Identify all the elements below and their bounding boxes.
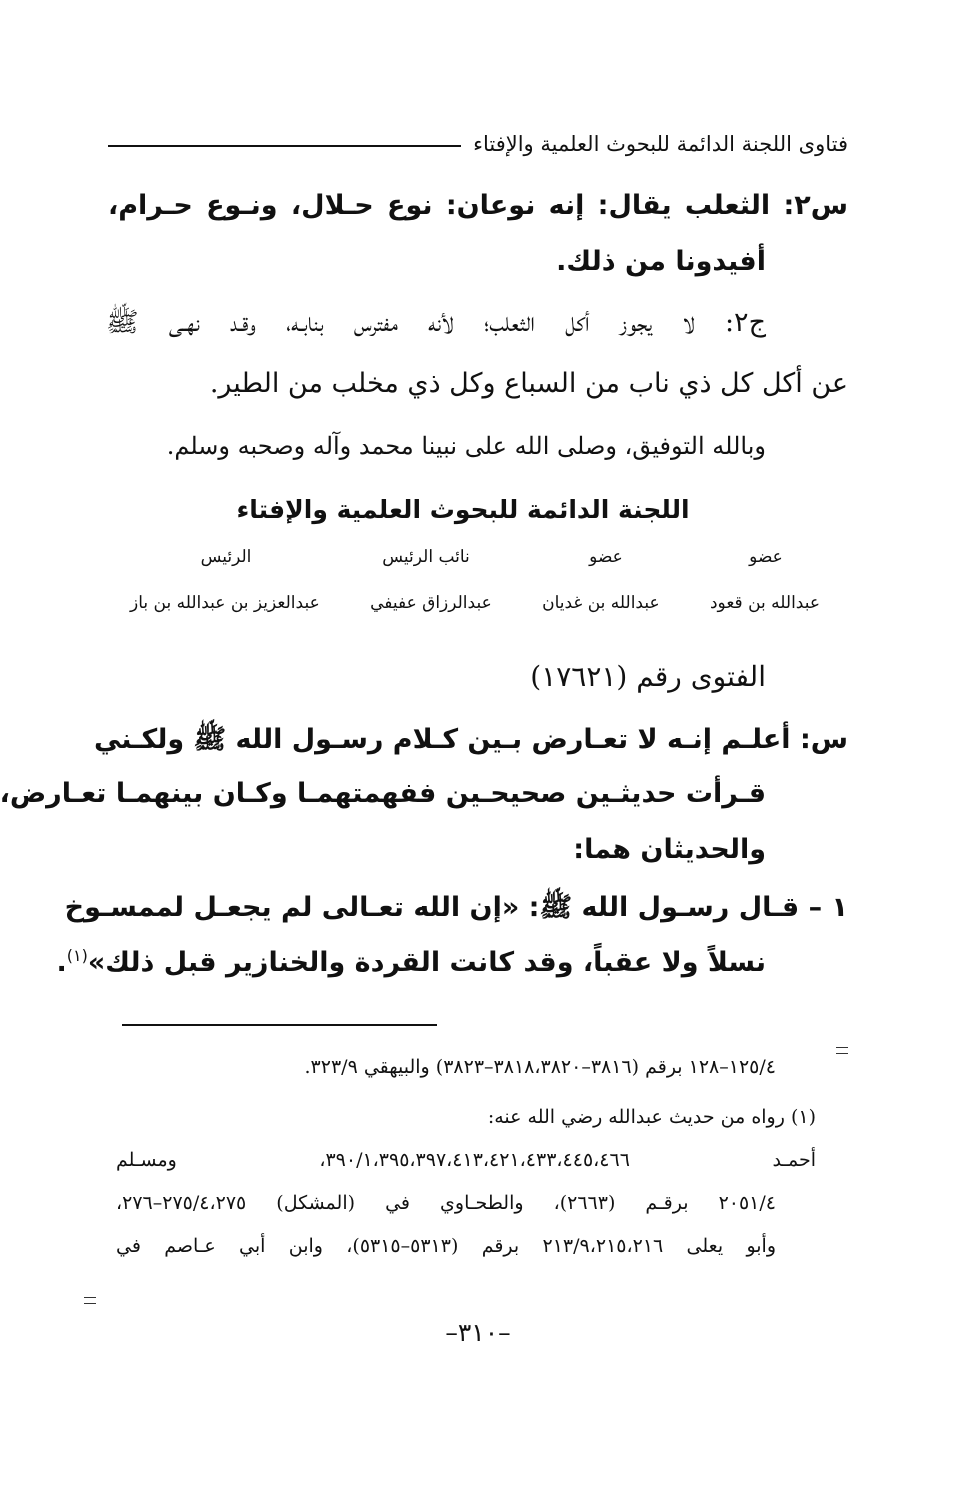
footnote-1-line-3: ٢٠٥١/٤ برقـم (٢٦٦٣)، والطحـاوي في (المشكل) ٢٧٥/٤،٢٧٥–٢٧٦، <box>116 1192 776 1214</box>
answer-2-line-2: عن أكل كل ذي ناب من السباع وكل ذي مخلب من الطير. <box>209 368 848 399</box>
signature-name: عبدالله بن قعود <box>709 593 820 613</box>
margin-mark <box>836 1047 848 1054</box>
signature-role: عضو <box>749 547 783 567</box>
hadith-1-line-1: ١ – قـال رسـول الله ﷺ: «إن الله تعـالى لم يجعـل لممسـوخ <box>64 892 848 923</box>
running-header <box>108 124 848 164</box>
footnote-1-line-4: وأبو يعلى ٢١٣/٩،٢١٥،٢١٦ برقم (٥٣١٣–٥٣١٥)، وابن أبي عـاصم في <box>116 1235 777 1257</box>
hadith-1-line-2 <box>56 946 766 978</box>
footnote-separator <box>122 1024 437 1026</box>
signature-names <box>130 593 820 613</box>
footnote-reference: (١) <box>66 946 88 965</box>
hadith-1-end: . <box>56 947 67 978</box>
page-number: –٣١٠– <box>445 1318 511 1347</box>
signature-name: عبدالعزيز بن عبدالله بن باز <box>130 593 320 613</box>
question-2-line-1: س٢: الثعلب يقال: إنه نوعان: نوع حـلال، ونـوع حـرام، <box>108 190 848 221</box>
footnote-1-line-2: أحمـد ٣٩٠/١،٣٩٥،٣٩٧،٤١٣،٤٢١،٤٣٣،٤٤٥،٤٦٦، ومسـلم <box>116 1149 816 1171</box>
running-header-title: فتاوى اللجنة الدائمة للبحوث العلمية والإفتاء <box>473 132 848 156</box>
signature-role: الرئيس <box>200 547 252 567</box>
committee-title: اللجنة الدائمة للبحوث العلمية والإفتاء <box>236 495 690 524</box>
signature-role: عضو <box>589 547 623 567</box>
question-line-3: والحديثان هما: <box>573 834 766 865</box>
hadith-1-text: نسلاً ولا عقباً، وقد كانت القردة والخنازير قبل ذلك» <box>87 947 766 978</box>
footnote-1-line-1: (١) رواه من حديث عبدالله رضي الله عنه: <box>487 1106 816 1128</box>
footnote-carry-line: ١٢٥/٤–١٢٨ برقم (٣٨١٦–٣٨١٨،٣٨٢٠–٣٨٢٣) والبيهقي ٣٢٣/٩. <box>304 1056 776 1078</box>
running-header-rule <box>108 145 461 147</box>
question-line-1: س: أعلـم إنـه لا تعـارض بـين كـلام رسـول الله ﷺ ولكـني <box>93 724 848 755</box>
signature-role: نائب الرئيس <box>382 547 470 567</box>
margin-mark <box>84 1297 96 1304</box>
signature-roles <box>126 547 826 567</box>
answer-2-closing: وبالله التوفيق، وصلى الله على نبينا محمد وآله وصحبه وسلم. <box>166 432 766 460</box>
signature-name: عبدالله بن غديان <box>542 593 660 613</box>
question-line-2: قـرأت حديثـين صحيحـين ففهمتهمـا وكـان بينهمـا تعـارض، <box>0 778 766 809</box>
question-2-line-2: أفيدونا من ذلك. <box>556 246 766 277</box>
signature-name: عبدالرزاق عفيفي <box>370 593 492 613</box>
fatwa-number-heading: الفتوى رقم (١٧٦٢١) <box>530 660 766 693</box>
answer-2-line-1: ج٢: لا يجوز أكل الثعلب؛ لأنه مفترس بنابـه، وقـد نهـى ﷺ <box>106 307 766 338</box>
